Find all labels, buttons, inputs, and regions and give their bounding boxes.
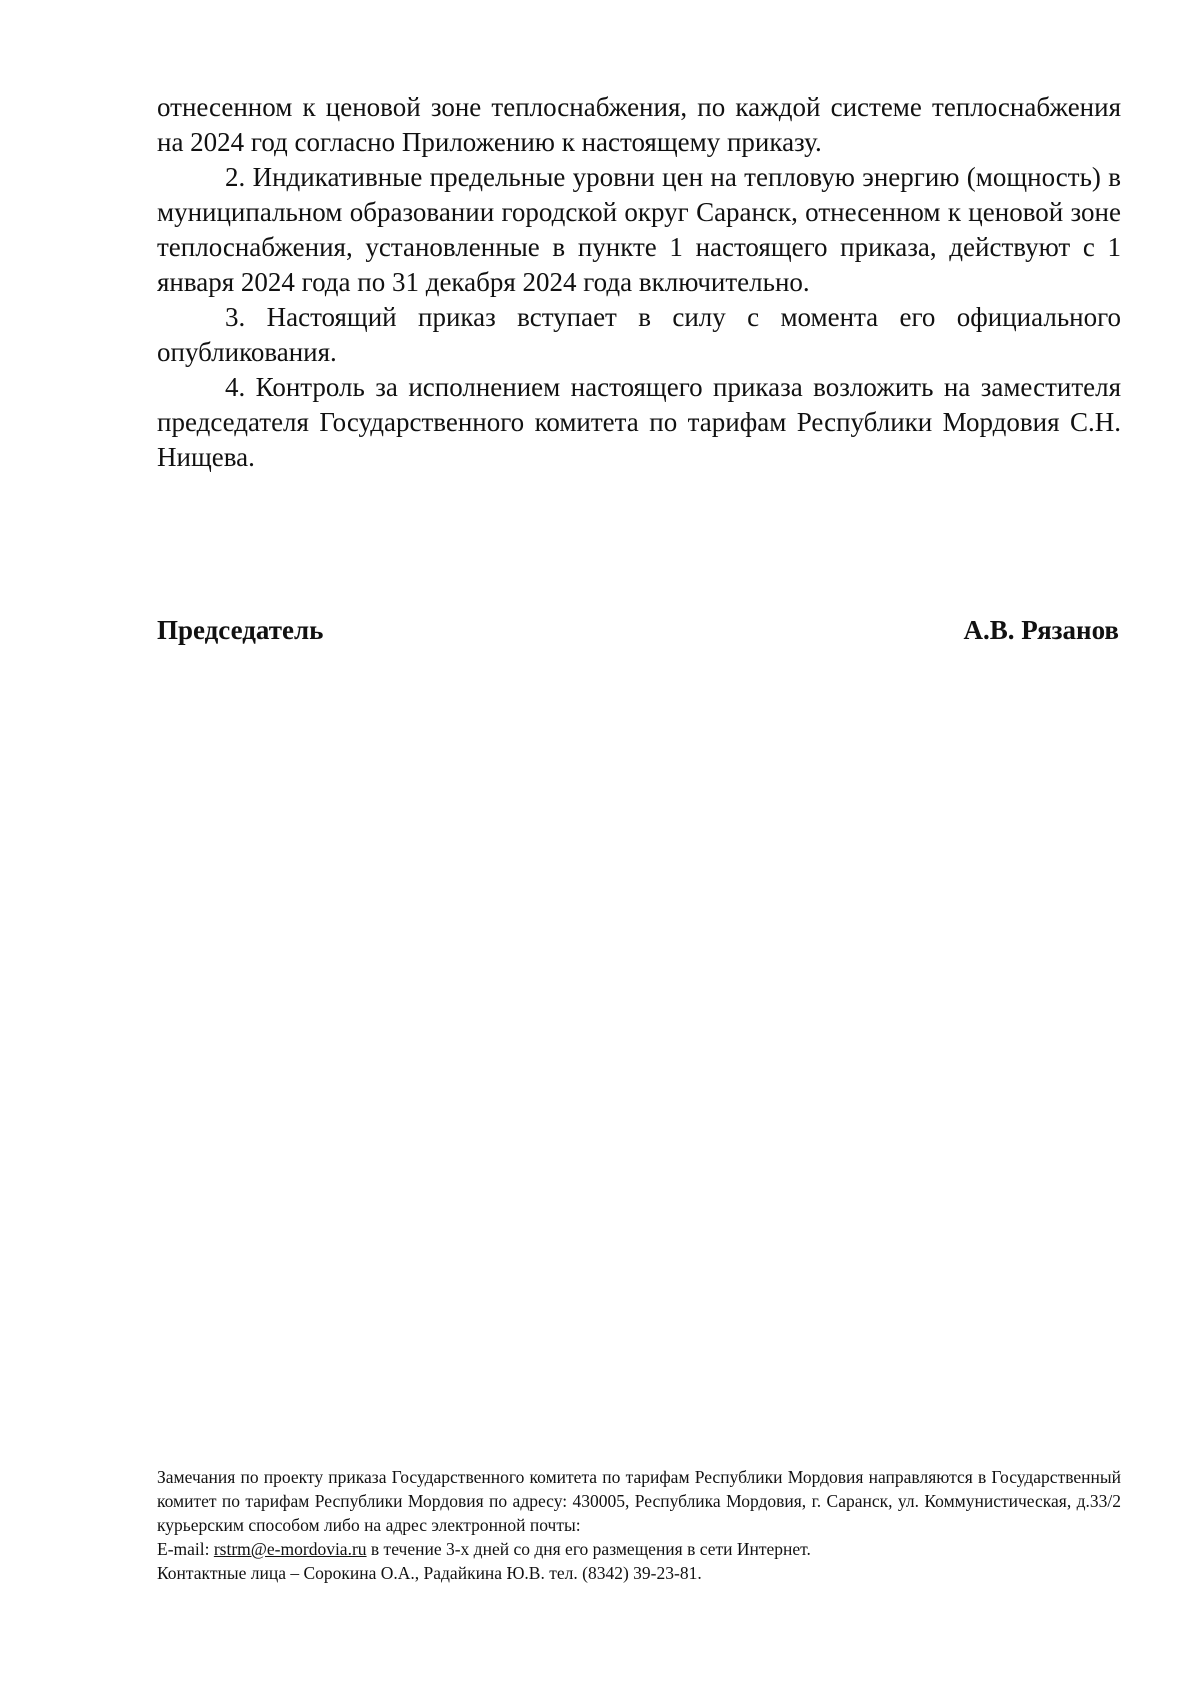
signatory-position: Председатель: [157, 615, 324, 645]
footnote-contacts: Контактные лица – Сорокина О.А., Радайкина Ю.В. тел. (8342) 39-23-81.: [157, 1563, 702, 1583]
comments-footnote: [157, 1465, 1121, 1585]
paragraph-item-3: 3. Настоящий приказ вступает в силу с момента его официального опубликования.: [157, 302, 1121, 367]
email-suffix: в течение 3-х дней со дня его размещения в сети Интернет.: [366, 1539, 811, 1559]
paragraph-item-4: 4. Контроль за исполнением настоящего приказа возложить на заместителя председателя Государственного комитета по тарифам Республики Мордовия С.Н. Нищева.: [157, 372, 1121, 472]
order-body: [157, 90, 1121, 475]
email-link[interactable]: rstrm@e-mordovia.ru: [213, 1539, 367, 1559]
footnote-email-line: [157, 1537, 1121, 1561]
paragraph-item-2: 2. Индикативные предельные уровни цен на тепловую энергию (мощность) в муниципальном образовании городской округ Саранск, отнесенном к ценовой зоне теплоснабжения, установленные в пункте 1 настоящего приказа, действуют с 1 января 2024 года по 31 декабря 2024 года включительно.: [157, 162, 1121, 297]
signature-block: [157, 613, 1119, 648]
footnote-address: Замечания по проекту приказа Государственного комитета по тарифам Республики Мордовия направляются в Государственный комитет по тарифам Республики Мордовия по адресу: 430005, Республика Мордовия, г. Саранск, ул. Коммунистическая, д.33/2 курьерским способом либо на адрес электронной почты:: [157, 1467, 1121, 1535]
paragraph-continuation: отнесенном к ценовой зоне теплоснабжения, по каждой системе теплоснабжения на 2024 год согласно Приложению к настоящему приказу.: [157, 92, 1121, 157]
email-prefix: E-mail:: [157, 1539, 214, 1559]
signatory-name: А.В. Рязанов: [963, 615, 1119, 645]
